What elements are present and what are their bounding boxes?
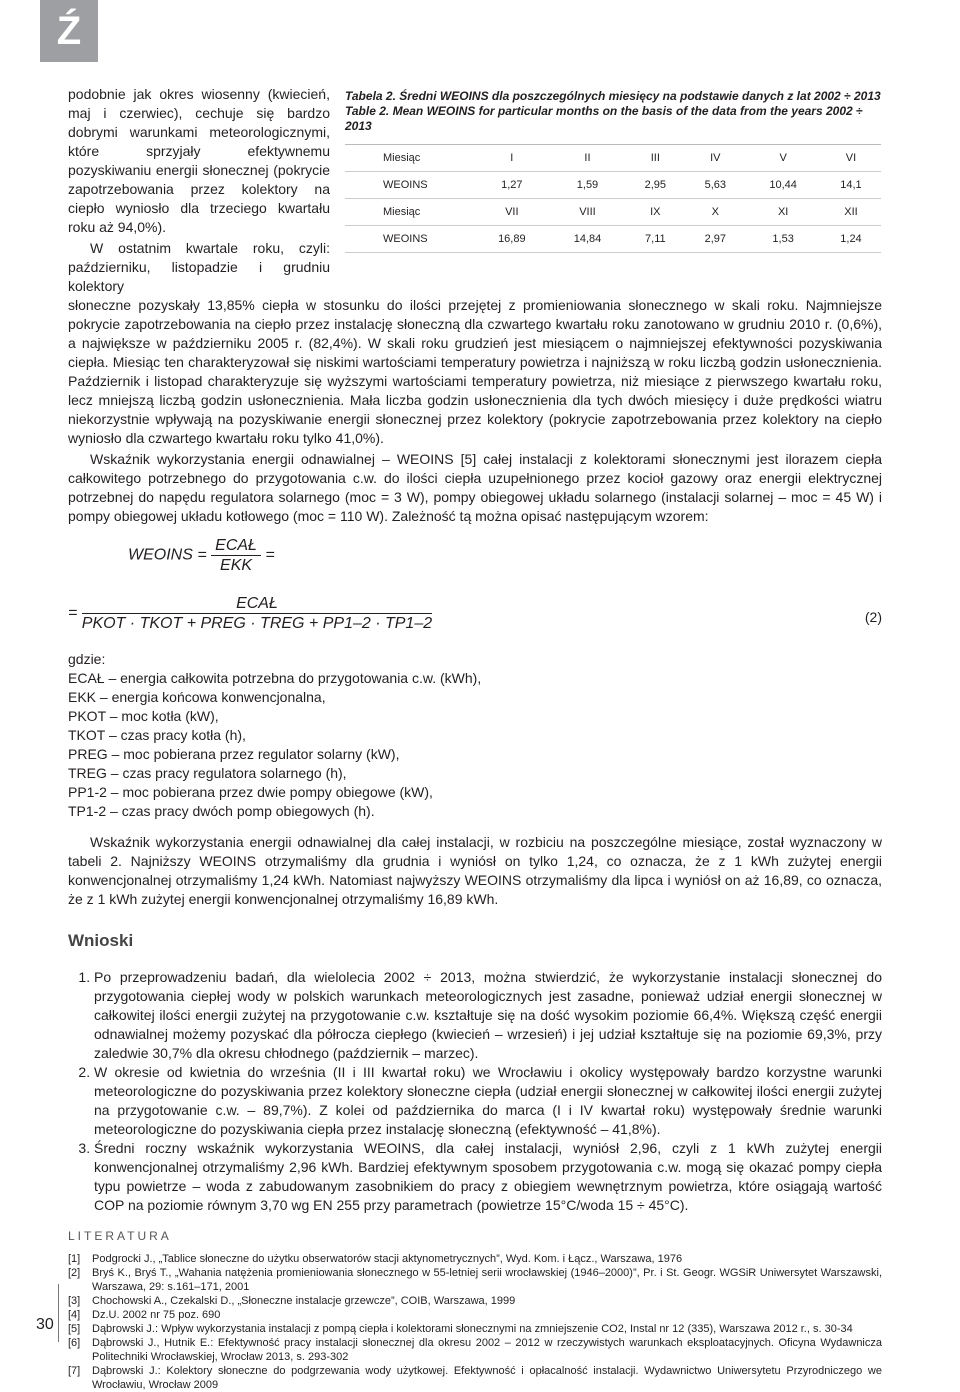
table-cell: III — [625, 145, 685, 172]
reference-text: Chochowski A., Czekalski D., „Słoneczne instalacje grzewcze”, COIB, Warszawa, 1999 — [92, 1295, 516, 1307]
paragraph: W ostatnim kwartale roku, czyli: październiku, listopadzie i grudniu kolektory — [68, 240, 330, 294]
literature-title: LITERATURA — [68, 1229, 172, 1243]
table-cell: 1,59 — [550, 172, 626, 199]
reference-number: [1] — [68, 1253, 81, 1265]
table-cell: 10,44 — [745, 172, 821, 199]
left-column — [68, 85, 330, 296]
references-list — [68, 1252, 882, 1392]
reference-number: [2] — [68, 1267, 81, 1279]
table-cell: XI — [745, 199, 821, 226]
table-cell: 2,97 — [685, 226, 745, 253]
table-cell: X — [685, 199, 745, 226]
conclusions-list — [68, 968, 882, 1215]
reference-number: [7] — [68, 1365, 81, 1377]
formula-eq: = — [68, 604, 78, 622]
page-number: 30 — [36, 1316, 54, 1333]
reference-text: Podgrocki J., „Tablice słoneczne do użytku obserwatorów stacji aktynometrycznych”, Wyd. Kom. i Łącz., Warszawa, 1976 — [92, 1253, 683, 1265]
formula-line-1 — [128, 536, 275, 575]
definitions-list — [68, 669, 882, 821]
reference-text: Dz.U. 2002 nr 75 poz. 690 — [92, 1309, 221, 1321]
definition-item: PP1-2 – moc pobierana przez dwie pompy obiegowe (kW), — [68, 784, 433, 800]
reference-text: Dąbrowski J., Hutnik E.: Efektywność pracy instalacji słonecznej dla okresu 2002 – 2012 w rzeczywistych warunkach eksploatacyjnych. Oficyna Wydawnicza Politechniki Wrocławskiej, Wrocław 2013, s. 293-302 — [92, 1337, 882, 1363]
paragraph: słoneczne pozyskały 13,85% ciepła w stosunku do ilości przejętej z promieniowania słonecznego w skali roku. Najmniejsze pokrycie zapotrzebowania na ciepło przez instalację słoneczną dla czwartego kwartału roku zanotowano w grudniu 2010 r. (0,6%), a największe w październiku 2005 r. (82,4%). W skali roku grudzień jest miesiącem o najmniejszej efektywności pozyskiwania ciepła. Miesiąc ten charakteryzował się niskimi wartościami temperatury powietrza i najniższą w roku liczbą godzin usłonecznienia. Październik i listopad charakteryzuje się wyższymi wartościami temperatury powietrza, niż miesiące z pierwszego kwartału roku, lecz mniejszą liczbą godzin usłonecznienia. Mała liczba godzin usłonecznienia dla tych dwóch miesięcy i duże prędkości wiatru niekorzystnie wpływają na pozyskiwanie energii słonecznej przez kolektory (pokrycie zapotrzebowania przez kolektory na ciepło wyniosło dla czwartego kwartału roku tylko 41,0%). — [68, 297, 882, 446]
definition-item: PKOT – moc kotła (kW), — [68, 708, 219, 724]
reference-item — [68, 1252, 882, 1266]
reference-text: Dąbrowski J.: Kolektory słoneczne do podgrzewania wody użytkowej. Efektywność i opłacalność instalacji. Wydawnictwo Uniwersytetu Przyrodniczego we Wrocławiu, Wrocław 2009 — [92, 1365, 882, 1391]
paragraph: Wskaźnik wykorzystania energii odnawialnej dla całej instalacji, w rozbiciu na poszczególne miesiące, został wyznaczony w tabeli 2. Najniższy WEOINS otrzymaliśmy dla grudnia i wyniósł on tylko 1,24, co oznacza, że z 1 kWh zużytej energii konwencjonalnej otrzymaliśmy 1,24 kWh. Natomiast najwyższy WEOINS otrzymaliśmy dla lipca i wyniósł on aż 16,89, co oznacza, że z 1 kWh zużytej energii konwencjonalnej otrzymaliśmy 16,89 kWh. — [68, 834, 882, 907]
fraction — [211, 536, 261, 575]
definition-item: TP1-2 – czas pracy dwóch pomp obiegowych (h). — [68, 803, 375, 819]
fraction-den: PKOT · TKOT + PREG · TREG + PP1–2 · TP1–2 — [81, 615, 433, 632]
table-cell: VI — [821, 145, 881, 172]
conclusion-item: 2. W okresie od kwietnia do września (II i III kwartał roku) we Wrocławiu i okolicy występowały bardzo korzystne warunki meteorologiczne do pozyskiwania przez kolektory słoneczne ciepła (udział energii słonecznej w całkowitej ilości energii zużytej na przygotowanie c.w. – 89,7%). Z kolei od października do marca (I i IV kwartał roku) występowały średnie warunki meteorologiczne do pozyskiwania ciepła przez instalację słoneczną (efektywność – 41,8%). — [94, 1063, 882, 1139]
table-cell: 14,1 — [821, 172, 881, 199]
fraction-den: EKK — [220, 557, 253, 574]
definition-item: ECAŁ – energia całkowita potrzebna do przygotowania c.w. (kWh), — [68, 670, 482, 686]
reference-item — [68, 1364, 882, 1392]
definition-item: EKK – energia końcowa konwencjonalna, — [68, 689, 326, 705]
section-tab — [40, 0, 98, 62]
table-cell: WEOINS — [345, 172, 474, 199]
tab-letter: Ź — [56, 8, 82, 53]
formula-2 — [68, 536, 882, 644]
formula-eq: = — [265, 546, 275, 564]
table-caption-en: Table 2. Mean WEOINS for particular months on the basis of the data from the years 2002 ÷ 2013 — [345, 104, 863, 133]
table-cell: IV — [685, 145, 745, 172]
reference-number: [6] — [68, 1337, 81, 1349]
table-cell: WEOINS — [345, 226, 474, 253]
reference-text: Dąbrowski J.: Wpływ wykorzystania instalacji z pompą ciepła i kolektorami słonecznymi na zmniejszenie CO2, Instal nr 12 (335), Warszawa 2012 r., s. 30-34 — [92, 1323, 853, 1335]
fraction — [82, 594, 432, 633]
fraction-num: ECAŁ — [82, 594, 432, 614]
table-caption-pl: Tabela 2. Średni WEOINS dla poszczególnych miesięcy na podstawie danych z lat 2002 ÷ 2013 — [345, 89, 881, 103]
reference-number: [4] — [68, 1309, 81, 1321]
reference-number: [3] — [68, 1295, 81, 1307]
table-cell: 16,89 — [474, 226, 550, 253]
table-cell: Miesiąc — [345, 199, 474, 226]
section-title: Wnioski — [68, 931, 134, 950]
table-cell: XII — [821, 199, 881, 226]
formula-lhs: WEOINS = — [128, 546, 207, 564]
reference-text: Bryś K., Bryś T., „Wahania natężenia promieniowania słonecznego w 55-letniej serii wrocławskiej (1946–2000)”, Pr. i St. Geogr. WGSiR Uniwersytet Warszawski, Warszawa, 29: s.161–171, 2001 — [92, 1267, 882, 1293]
paragraph: Wskaźnik wykorzystania energii odnawialnej – WEOINS [5] całej instalacji z kolektorami słonecznymi jest ilorazem ciepła całkowitego potrzebnego do przygotowania c.w. do ilości ciepła uzupełnionego przez kocioł gazowy oraz energii elektrycznej potrzebnej do napędu regulatora solarnego (moc = 3 W), pompy obiegowej układu solarnego (instalacji solarnej – moc = 45 W) i pompy obiegowej układu kotłowego (moc = 110 W). Zależność tą można opisać następującym wzorem: — [68, 451, 882, 524]
fraction-num: ECAŁ — [211, 536, 261, 556]
reference-item — [68, 1322, 882, 1336]
paragraph: podobnie jak okres wiosenny (kwiecień, maj i czerwiec), cechuje się bardzo dobrymi warunkami meteorologicznymi, które sprzyjały efektywnemu pozyskiwaniu energii słonecznej (pokrycie zapotrzebowania przez kolektory na ciepło wyniosło dla trzeciego kwartału roku aż 94,0%). — [68, 86, 330, 235]
defs-title: gdzie: — [68, 651, 106, 667]
table-cell: 2,95 — [625, 172, 685, 199]
reference-item — [68, 1336, 882, 1364]
formula-line-2 — [68, 594, 848, 633]
table-cell: II — [550, 145, 626, 172]
table-cell: 14,84 — [550, 226, 626, 253]
table-cell: 1,24 — [821, 226, 881, 253]
reference-item — [68, 1308, 882, 1322]
table-cell: VII — [474, 199, 550, 226]
table-cell: 1,27 — [474, 172, 550, 199]
conclusion-item: 3. Średni roczny wskaźnik wykorzystania WEOINS, dla całej instalacji, wyniósł 2,96, czyli z 1 kWh zużytej energii konwencjonalnej otrzymaliśmy 2,96 kWh. Bardziej efektywnym sposobem przygotowania c.w. mogą się okazać pompy ciepła typu powietrze – woda z zabudowanym zasobnikiem do pracy z obiegiem wewnętrznym powietrza, które osiągają wartość COP na poziomie równym 3,70 wg EN 255 przy parametrach (powietrze 15°C/woda 15 ÷ 45°C). — [94, 1139, 882, 1215]
table-cell: IX — [625, 199, 685, 226]
margin-rule — [58, 1284, 59, 1342]
equation-number: (2) — [864, 609, 882, 625]
definition-item: TKOT – czas pracy kotła (h), — [68, 727, 246, 743]
table-cell: Miesiąc — [345, 145, 474, 172]
reference-item — [68, 1266, 882, 1294]
table-cell: V — [745, 145, 821, 172]
table-cell: 1,53 — [745, 226, 821, 253]
reference-number: [5] — [68, 1323, 81, 1335]
table-cell: I — [474, 145, 550, 172]
conclusion-item: 1. Po przeprowadzeniu badań, dla wielolecia 2002 ÷ 2013, można stwierdzić, że wykorzystanie instalacji słonecznej do przygotowania ciepłej wody w polskich warunkach meteorologicznych jest zasadne, ponieważ udział energii słonecznej w całkowitej ilości energii zużytej na przygotowanie c.w. kształtuje się na dość wysokim poziomie 66,4%. Większą część energii odnawialnej możemy pozyskać dla półrocza ciepłego (kwiecień – wrzesień) i jej udział kształtuje się na poziomie 69,3%, przy zaledwie 30,7% dla okresu chłodnego (październik – marzec). — [94, 968, 882, 1063]
reference-item — [68, 1294, 882, 1308]
definition-item: PREG – moc pobierana przez regulator solarny (kW), — [68, 746, 400, 762]
table-cell: 5,63 — [685, 172, 745, 199]
table-cell: VIII — [550, 199, 626, 226]
definition-item: TREG – czas pracy regulatora solarnego (h), — [68, 765, 347, 781]
table-cell: 7,11 — [625, 226, 685, 253]
article-body — [68, 85, 882, 1392]
